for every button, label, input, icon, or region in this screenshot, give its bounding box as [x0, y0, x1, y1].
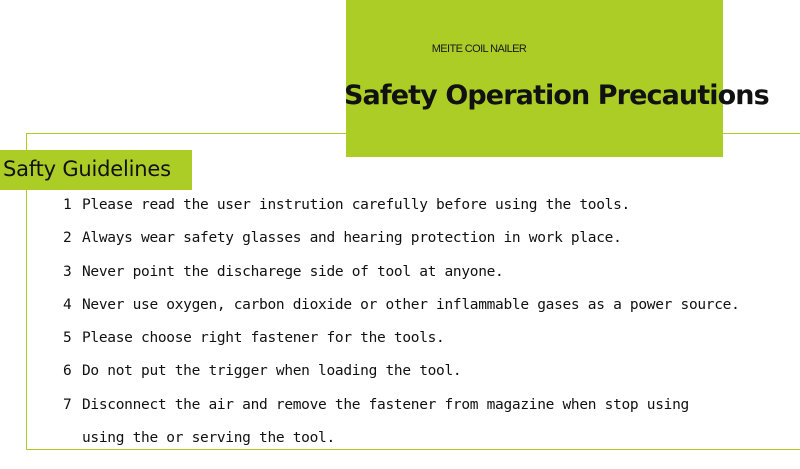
guideline-number: 7 [63, 396, 72, 413]
guideline-text: Always wear safety glasses and hearing protection in work place. [82, 230, 622, 247]
guideline-text: Never use oxygen, carbon dioxide or other inflammable gases as a power source. [82, 296, 740, 313]
guideline-item-5 [63, 325, 740, 358]
guideline-number: 1 [63, 197, 72, 213]
guideline-number: 4 [63, 296, 72, 313]
guideline-number: 5 [63, 330, 72, 347]
guideline-text: Please read the user instrution carefully before using the tools. [82, 197, 630, 213]
guideline-text: Do not put the trigger when loading the tool. [82, 363, 462, 380]
guideline-item-7-continuation [63, 425, 740, 458]
section-heading: Safty Guidelines [0, 150, 192, 190]
guideline-text-continuation: using the or serving the tool. [82, 430, 335, 447]
guidelines-list [63, 192, 740, 458]
guideline-number: 3 [63, 263, 72, 280]
guideline-text: Never point the discharege side of tool at anyone. [82, 263, 504, 280]
guideline-number: 2 [63, 230, 72, 247]
brand-label: MEITE COIL NAILER [431, 43, 527, 55]
guideline-item-7 [63, 392, 740, 425]
page-title: Safety Operation Precautions [344, 80, 769, 111]
guideline-number: 6 [63, 363, 72, 380]
guideline-text: Disconnect the air and remove the fastener from magazine when stop using [82, 396, 689, 413]
guideline-text: Please choose right fastener for the tools. [82, 330, 445, 347]
guideline-item-2 [63, 225, 740, 258]
guideline-item-6 [63, 358, 740, 391]
guideline-item-4 [63, 292, 740, 325]
guideline-item-3 [63, 259, 740, 292]
guideline-item-1 [63, 192, 740, 225]
